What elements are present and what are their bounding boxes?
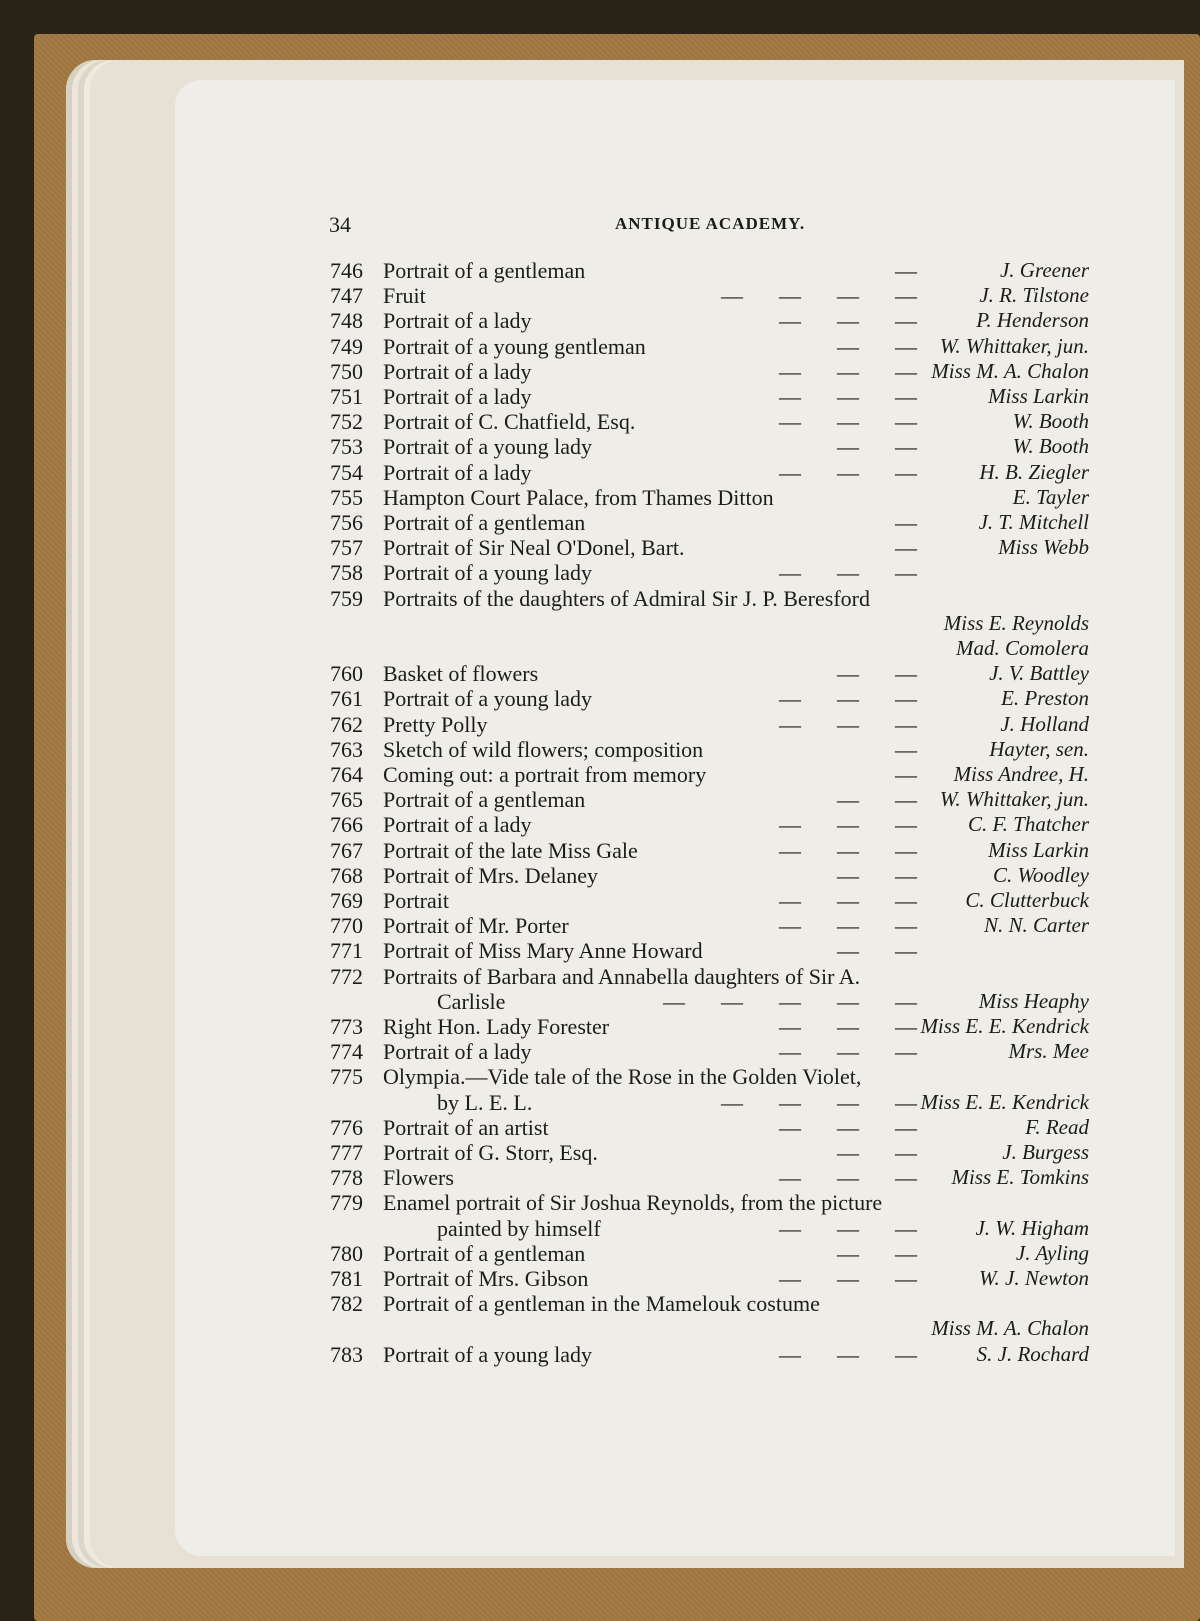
leader-dash: —: [779, 988, 801, 1014]
leader-dash: —: [895, 762, 917, 787]
catalogue-entry: [175, 611, 1175, 637]
entry-title: Portrait of a gentleman: [383, 1240, 586, 1266]
entry-artist: Miss M. A. Chalon: [931, 358, 1089, 383]
entry-title: Portrait of a gentleman: [383, 510, 586, 535]
entry-number: 754: [330, 459, 363, 485]
entry-title: Portrait of a young gentleman: [383, 333, 646, 359]
leader-dash: —: [895, 1215, 917, 1241]
catalogue-entry: [175, 359, 1175, 385]
leader-dash: —: [895, 1266, 917, 1291]
catalogue-entry: [175, 938, 1175, 964]
leader-dash: —: [837, 686, 859, 712]
entry-title: Portrait of an artist: [383, 1114, 549, 1140]
leader-dash: —: [779, 1089, 801, 1115]
leader-dash: —: [837, 459, 859, 485]
leader-dash: —: [895, 510, 917, 535]
leader-dash: —: [837, 1114, 859, 1140]
entry-number: 779: [330, 1190, 363, 1216]
catalogue-entry: [175, 334, 1175, 360]
leader-dash: —: [895, 384, 917, 409]
catalogue-entry: [175, 258, 1175, 284]
entry-title: Portrait of a young lady: [383, 1341, 592, 1367]
entry-artist: Miss E. Reynolds: [943, 610, 1089, 635]
entry-artist: W. Whittaker, jun.: [939, 333, 1089, 358]
leader-dash: —: [837, 409, 859, 435]
leader-dash: —: [779, 686, 801, 712]
leader-dash: —: [895, 1240, 917, 1266]
leader-dash: —: [779, 409, 801, 435]
entry-title: Enamel portrait of Sir Joshua Reynolds, from the picture: [383, 1190, 883, 1216]
entry-number: 746: [330, 258, 363, 283]
leader-dash: —: [779, 308, 801, 334]
entry-title: Portrait of a lady: [383, 358, 532, 384]
entry-number: 764: [330, 762, 363, 787]
leader-dash: —: [895, 459, 917, 485]
leader-dash: —: [779, 384, 801, 409]
leader-dash: —: [837, 1240, 859, 1266]
entry-title: Portraits of the daughters of Admiral Sir J. P. Beresford: [383, 585, 870, 611]
leader-dash: —: [779, 812, 801, 838]
leader-dash: —: [837, 837, 859, 863]
leader-dash: —: [895, 938, 917, 964]
entry-artist: W. J. Newton: [978, 1266, 1089, 1290]
entry-title: Flowers: [383, 1165, 454, 1191]
entry-title: Olympia.—Vide tale of the Rose in the Golden Violet,: [383, 1064, 862, 1090]
entry-artist: C. Clutterbuck: [965, 888, 1089, 912]
catalogue-entry: [175, 1216, 1175, 1242]
leader-dash: —: [895, 711, 917, 737]
leader-dash: —: [837, 283, 859, 309]
entry-number: 747: [330, 283, 363, 309]
entry-number: 759: [330, 585, 363, 611]
entry-title: Portrait of a young lady: [383, 434, 592, 460]
entry-title: Portrait of a gentleman in the Mamelouk costume: [383, 1291, 820, 1317]
entry-number: 758: [330, 560, 363, 586]
catalogue-entry: [175, 384, 1175, 410]
entry-title: Pretty Polly: [383, 711, 488, 737]
entry-number: 761: [330, 686, 363, 712]
leader-dash: —: [837, 1341, 859, 1367]
catalogue-entry: [175, 1165, 1175, 1191]
catalogue-entry: [175, 1090, 1175, 1116]
leader-dash: —: [779, 1165, 801, 1191]
leader-dash: —: [895, 812, 917, 838]
entry-artist: J. Holland: [1000, 711, 1089, 736]
entry-artist: Miss Andree, H.: [953, 762, 1089, 786]
entry-number: 755: [330, 484, 363, 510]
leader-dash: —: [895, 333, 917, 359]
leader-dash: —: [895, 535, 917, 561]
leader-dash: —: [779, 283, 801, 309]
catalogue-entry: [175, 460, 1175, 486]
entry-title: Right Hon. Lady Forester: [383, 1014, 610, 1039]
leader-dash: —: [837, 988, 859, 1014]
leader-dash: —: [721, 988, 743, 1014]
leader-dash: —: [779, 358, 801, 384]
leader-dash: —: [837, 913, 859, 939]
catalogue-entry: [175, 661, 1175, 687]
catalogue-entry: [175, 1342, 1175, 1368]
catalogue-entry: [175, 1266, 1175, 1292]
catalogue-entry: [175, 1291, 1175, 1317]
leader-dash: —: [779, 837, 801, 863]
leader-dash: —: [895, 1014, 917, 1039]
leader-dash: —: [721, 1089, 743, 1115]
entry-number: 777: [330, 1140, 363, 1165]
catalogue-entry: [175, 283, 1175, 309]
leader-dash: —: [779, 1014, 801, 1039]
entry-number: 783: [330, 1341, 363, 1367]
entry-artist: Mad. Comolera: [956, 636, 1089, 660]
leader-dash: —: [837, 308, 859, 334]
entry-number: 750: [330, 358, 363, 384]
entry-artist: Hayter, sen.: [989, 736, 1089, 761]
entry-number: 782: [330, 1291, 363, 1317]
entry-artist: Miss Larkin: [988, 837, 1089, 862]
leader-dash: —: [895, 409, 917, 435]
entry-number: 765: [330, 787, 363, 813]
entry-number: 772: [330, 963, 363, 989]
entry-number: 767: [330, 837, 363, 863]
leader-dash: —: [779, 1114, 801, 1140]
entry-artist: J. R. Tilstone: [979, 283, 1089, 308]
entry-title: Portrait of Sir Neal O'Donel, Bart.: [383, 535, 685, 561]
leader-dash: —: [837, 434, 859, 460]
entry-number: 773: [330, 1014, 363, 1039]
leader-dash: —: [895, 1341, 917, 1367]
leader-dash: —: [837, 384, 859, 409]
entry-number: 781: [330, 1266, 363, 1291]
leader-dash: —: [779, 560, 801, 586]
leader-dash: —: [895, 1089, 917, 1115]
leader-dash: —: [837, 888, 859, 913]
catalogue-entry: [175, 1140, 1175, 1166]
entry-artist: S. J. Rochard: [976, 1341, 1089, 1366]
catalogue-entry: [175, 1316, 1175, 1342]
catalogue-entry: [175, 888, 1175, 914]
page-number: 34: [329, 212, 351, 237]
catalogue-entry: [175, 510, 1175, 536]
leader-dash: —: [895, 434, 917, 460]
leader-dash: —: [779, 711, 801, 737]
catalogue-entry: [175, 636, 1175, 662]
entry-number: 751: [330, 384, 363, 409]
entry-artist: W. Booth: [1012, 409, 1089, 434]
catalogue-entry: [175, 308, 1175, 334]
catalogue-entry: [175, 1039, 1175, 1065]
entry-title: Portrait of Miss Mary Anne Howard: [383, 938, 703, 964]
entry-artist: Miss Larkin: [988, 384, 1089, 408]
entry-title: Sketch of wild flowers; composition: [383, 736, 704, 762]
entry-number: 775: [330, 1064, 363, 1090]
catalogue-entry: [175, 787, 1175, 813]
entry-artist: J. Burgess: [1002, 1140, 1089, 1164]
leader-dash: —: [779, 459, 801, 485]
catalogue-entry: [175, 560, 1175, 586]
entry-artist: J. Ayling: [1015, 1240, 1089, 1265]
entry-artist: Miss M. A. Chalon: [931, 1316, 1089, 1341]
entry-artist: Miss Heaphy: [978, 988, 1089, 1013]
leader-dash: —: [895, 837, 917, 863]
leader-dash: —: [837, 1266, 859, 1291]
entry-artist: W. Whittaker, jun.: [939, 787, 1089, 812]
entry-number: 768: [330, 862, 363, 888]
catalogue-page: [175, 80, 1175, 1556]
entry-title: Coming out: a portrait from memory: [383, 762, 707, 787]
leader-dash: —: [895, 888, 917, 913]
entry-title: Portrait of a young lady: [383, 560, 592, 586]
leader-dash: —: [895, 258, 917, 283]
entry-number: 776: [330, 1114, 363, 1140]
entry-artist: E. Preston: [1001, 686, 1089, 711]
entry-title: Portrait of a lady: [383, 459, 532, 485]
leader-dash: —: [663, 988, 685, 1014]
leader-dash: —: [895, 913, 917, 939]
leader-dash: —: [779, 1266, 801, 1291]
leader-dash: —: [837, 1140, 859, 1165]
entry-title: Portrait of a lady: [383, 308, 532, 334]
entry-artist: H. B. Ziegler: [979, 459, 1089, 484]
entry-number: 774: [330, 1039, 363, 1065]
leader-dash: —: [895, 1114, 917, 1140]
entry-title: Portrait of a gentleman: [383, 258, 586, 283]
catalogue-entry: [175, 863, 1175, 889]
entry-number: 771: [330, 938, 363, 964]
entry-number: 769: [330, 888, 363, 913]
entry-artist: J. W. Higham: [975, 1215, 1089, 1240]
entry-title: Portrait of C. Chatfield, Esq.: [383, 409, 636, 435]
leader-dash: —: [837, 1039, 859, 1065]
leader-dash: —: [837, 1165, 859, 1191]
leader-dash: —: [779, 888, 801, 913]
leader-dash: —: [837, 711, 859, 737]
leader-dash: —: [895, 661, 917, 687]
entry-number: 752: [330, 409, 363, 435]
entry-number: 763: [330, 736, 363, 762]
entry-title: Hampton Court Palace, from Thames Ditton: [383, 484, 774, 510]
entry-artist: C. F. Thatcher: [968, 812, 1089, 837]
leader-dash: —: [779, 1039, 801, 1065]
entry-number: 778: [330, 1165, 363, 1191]
leader-dash: —: [895, 283, 917, 309]
catalogue-entry: [175, 1014, 1175, 1040]
entry-artist: Miss E. Tomkins: [951, 1165, 1089, 1190]
entry-artist: J. Greener: [999, 258, 1089, 282]
leader-dash: —: [837, 333, 859, 359]
entry-artist: Mrs. Mee: [1008, 1039, 1089, 1064]
leader-dash: —: [837, 661, 859, 687]
entry-title: Portrait of a young lady: [383, 686, 592, 712]
entry-artist: N. N. Carter: [983, 913, 1089, 938]
leader-dash: —: [837, 1215, 859, 1241]
leader-dash: —: [721, 283, 743, 309]
leader-dash: —: [895, 862, 917, 888]
catalogue-entry: [175, 964, 1175, 990]
catalogue-entry: [175, 535, 1175, 561]
entry-number: 748: [330, 308, 363, 334]
catalogue-entry: [175, 812, 1175, 838]
catalogue-entry: [175, 737, 1175, 763]
leader-dash: —: [837, 862, 859, 888]
leader-dash: —: [895, 988, 917, 1014]
catalogue-entry: [175, 1190, 1175, 1216]
entry-title: Portrait of Mr. Porter: [383, 913, 569, 939]
entry-title: Portrait of a lady: [383, 384, 532, 409]
leader-dash: —: [895, 308, 917, 334]
entry-number: 770: [330, 913, 363, 939]
entry-artist: J. V. Battley: [989, 661, 1089, 686]
entry-number: 762: [330, 711, 363, 737]
entry-title: Portrait: [383, 888, 449, 913]
catalogue-entry: [175, 989, 1175, 1015]
leader-dash: —: [895, 1165, 917, 1191]
entry-title: by L. E. L.: [437, 1089, 533, 1115]
entry-title: Carlisle: [437, 988, 506, 1014]
entry-number: 749: [330, 333, 363, 359]
entry-artist: Miss Webb: [998, 535, 1089, 560]
catalogue-entry: [175, 1115, 1175, 1141]
entry-title: Portrait of a gentleman: [383, 787, 586, 813]
catalogue-entry: [175, 712, 1175, 738]
entry-title: Portrait of Mrs. Delaney: [383, 862, 599, 888]
catalogue-entry: [175, 1241, 1175, 1267]
entry-artist: P. Henderson: [976, 308, 1089, 333]
leader-dash: —: [895, 787, 917, 813]
entry-title: Basket of flowers: [383, 661, 539, 687]
entry-title: Portraits of Barbara and Annabella daughters of Sir A.: [383, 963, 861, 989]
leader-dash: —: [837, 358, 859, 384]
leader-dash: —: [837, 1014, 859, 1039]
leader-dash: —: [837, 812, 859, 838]
catalogue-entry: [175, 838, 1175, 864]
entry-artist: C. Woodley: [992, 862, 1089, 887]
entry-title: Fruit: [383, 283, 426, 309]
leader-dash: —: [837, 787, 859, 813]
catalogue-entry: [175, 586, 1175, 612]
entry-title: Portrait of Mrs. Gibson: [383, 1266, 589, 1291]
running-header: ANTIQUE ACADEMY.: [615, 214, 806, 233]
entry-number: 780: [330, 1240, 363, 1266]
catalogue-entry: [175, 434, 1175, 460]
leader-dash: —: [895, 1140, 917, 1165]
entry-title: Portrait of G. Storr, Esq.: [383, 1140, 598, 1165]
catalogue-entry: [175, 913, 1175, 939]
entry-number: 760: [330, 661, 363, 687]
leader-dash: —: [895, 686, 917, 712]
entry-artist: E. Tayler: [1012, 484, 1089, 509]
entry-artist: F. Read: [1025, 1114, 1089, 1139]
leader-dash: —: [779, 1215, 801, 1241]
entry-artist: W. Booth: [1012, 434, 1089, 459]
entry-artist: Miss E. E. Kendrick: [920, 1014, 1089, 1038]
entry-title: Portrait of a lady: [383, 1039, 532, 1065]
catalogue-entry: [175, 1064, 1175, 1090]
entry-title: painted by himself: [437, 1215, 601, 1241]
leader-dash: —: [895, 560, 917, 586]
catalogue-entry: [175, 686, 1175, 712]
entry-number: 753: [330, 434, 363, 460]
entry-number: 757: [330, 535, 363, 561]
leader-dash: —: [895, 736, 917, 762]
leader-dash: —: [779, 913, 801, 939]
leader-dash: —: [779, 1341, 801, 1367]
leader-dash: —: [895, 1039, 917, 1065]
entry-title: Portrait of the late Miss Gale: [383, 837, 638, 863]
leader-dash: —: [837, 938, 859, 964]
leader-dash: —: [837, 560, 859, 586]
leader-dash: —: [895, 358, 917, 384]
leader-dash: —: [837, 1089, 859, 1115]
entry-number: 756: [330, 510, 363, 535]
catalogue-entry: [175, 762, 1175, 788]
entry-title: Portrait of a lady: [383, 812, 532, 838]
catalogue-entry: [175, 409, 1175, 435]
entry-artist: J. T. Mitchell: [978, 510, 1089, 534]
entry-artist: Miss E. E. Kendrick: [920, 1089, 1089, 1114]
catalogue-entry: [175, 485, 1175, 511]
entry-number: 766: [330, 812, 363, 838]
